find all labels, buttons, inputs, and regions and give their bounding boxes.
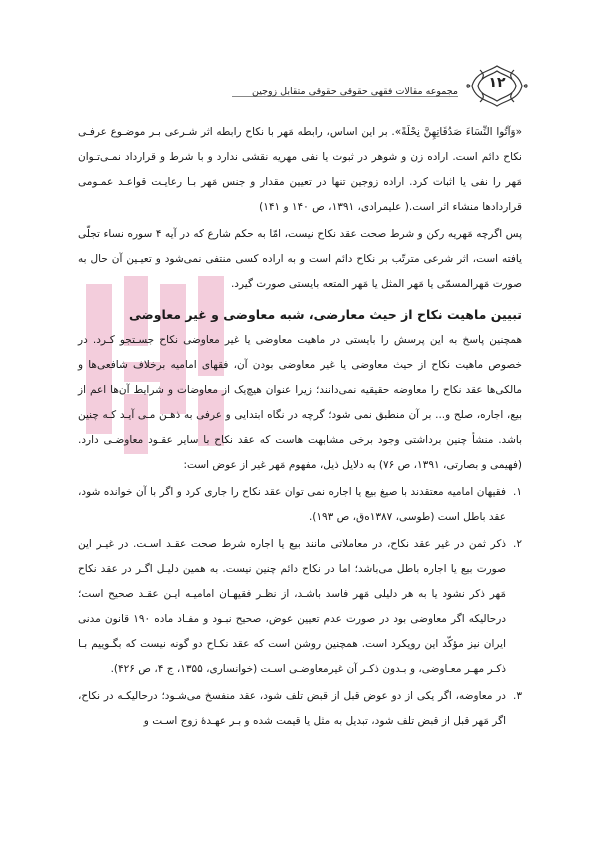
list-item-text: فقیهان امامیه معتقدند با صیغ بیع یا اجاره نمی توان عقد نکاح را جاری کرد و اگر با آن خوانده شود، عقد باطل است (طوسی، ۱۳۸۷ه‌ق، ص ۱۹۳). — [78, 486, 506, 523]
list-item-text: در معاوضه، اگر یکی از دو عوض قبل از قبض تلف شود، عقد منفسخ می‌شـود؛ درحالیکـه در نکاح، اگر مَهر قبل از قبض تلف شود، تبدیل به مثل یا قیمت شده و بـر عهـدهٔ زوج اسـت و — [78, 690, 506, 727]
numbered-list — [78, 480, 522, 734]
list-item-number: ۲. — [513, 538, 522, 550]
paragraph: «وَآتُوا النِّسَاءَ صَدُقَاتِهِنَّ نِحْلَةً». بر این اساس، رابطه مَهر با نکاح رابطه اثر شـرعی بـر موضـوع عرفـی نکاح دائم است. اراده زن و شوهر در ثبوت یا نفی مهریه نقشی ندارد و با شرط و قرارداد نمـی‌تـوان مَهر را نفی یا اثبات کرد. اراده زوجین تنها در تعیین مقدار و جنس مَهر بـا رعایـت قواعـد عمـومی قراردادها منشاء اثر است.( علیمرادی، ۱۳۹۱، ص ۱۴۰ و ۱۴۱) — [78, 126, 522, 213]
page-header — [232, 62, 528, 110]
paragraph: پس اگرچه مَهریه رکن و شرط صحت عقد نکاح نیست، امّا به حکم شارع که در آیه ۴ سوره نساء تجلّی یافته است، اثر شرعی مترتّب بر نکاح دائم است و به اراده کسی منتفی نمی‌شود و تعیـین آن حال به صورت مَهرالمسمّی یا مَهر المثل یا مَهر المتعه بایستی صورت گیرد. — [78, 228, 522, 290]
list-item — [78, 480, 522, 530]
list-item-number: ۳. — [513, 690, 522, 702]
list-item — [78, 532, 522, 682]
list-item-text: ذکر ثمن در غیر عقد نکاح، در معاملاتی مانند بیع یا اجاره شرط صحت عقـد اسـت. در غیـر این صورت بیع یا اجاره باطل می‌باشد؛ اما در نکاح دائم چنین نیست. به همین دلیـل اگـر در عقد نکاح مَهر ذکر نشود یا به هر دلیلی مَهر فاسد باشـد، از نظـر فقیهـان امامیـه ایـن عقـد صحیح است؛ درحالیکه اگر معاوضی بود در صورت عدم تعیین عوض، صحیح نبـود و مفـاد ماده ۱۹۰ قانون مدنی ایران نیز مؤکّد این رویکرد است. همچنین روشن است که عقد نکـاح دو گونه نیست که بگـوییم بـا ذکـر مهـر معـاوضی، و بـدون ذکـر آن غیرمعاوضـی اسـت (خوانساری، ۱۳۵۵، ج ۴، ص ۴۲۶). — [78, 538, 507, 675]
section-heading: تبیین ماهیت نکاح از حیث معارضی، شبه معاوضی و غیر معاوضی — [129, 307, 522, 322]
list-item-number: ۱. — [513, 486, 522, 498]
list-item — [78, 684, 522, 734]
page-number: ۱۲ — [488, 75, 506, 91]
section-paragraph: همچنین پاسخ به این پرسش را بایستی در ماهیت معاوضی یا غیر معاوضی نکاح جسـتجو کـرد. در خصوص ماهیت نکاح از حیث معاوضی یا غیر معاوضی بودن آن، فقهای امامیه برخلاف شافعی‌ها و مالکی‌ها عقد نکاح را معاوضه حقیقیه نمی‌دانند؛ زیرا عنوان هیچ‌یک از معاوضات و شرایط آن‌ها اعم از بیع، اجاره، صلح و... بر آن منطبق نمی شود؛ گرچه در نگاه ابتدایی و عرفی به ذهـن مـی آیـد کـه چنین باشد. منشأ چنین برداشتی وجود برخی مشابهت هاست که عقد نکاح با سایر عقـود معاوضـی دارد. (فهیمی و بصارتی، ۱۳۹۱، ص ۷۶) به دلایل ذیل، مفهوم مَهر غیر از عوض است: — [78, 334, 522, 471]
page-content — [78, 120, 522, 736]
header-title: مجموعه مقالات فقهی حقوقی حقوقی متقابل زوجین — [251, 86, 458, 97]
